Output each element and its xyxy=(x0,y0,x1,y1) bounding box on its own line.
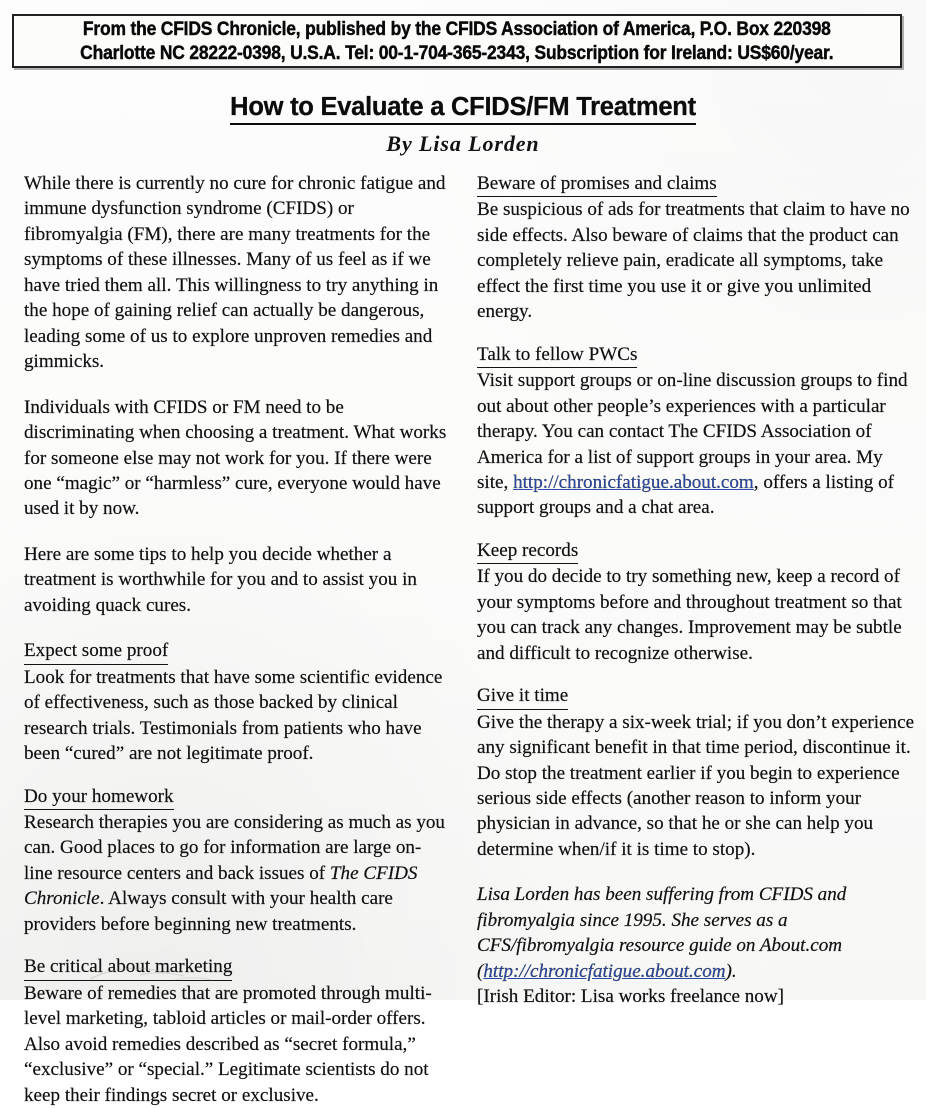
intro-paragraph-3: Here are some tips to help you decide whether a treatment is worthwhile for you and to assist you in avoiding quack cures. xyxy=(24,543,417,616)
section-do-your-homework xyxy=(24,784,448,938)
section-heading: Keep records xyxy=(477,538,578,564)
section-body-text-after-italic: . Always consult with your health care providers before beginning new treatments. xyxy=(24,888,393,935)
intro-paragraph-1: While there is currently no cure for chronic fatigue and immune dysfunction syndrome (CFIDS) or fibromyalgia (FM), there are many treatments for the symptoms of these illnesses. Many of us feel as if we have tried them all. This willingness to try anything in the hope of gaining relief can actually be dangerous, leading some of us to explore unproven remedies and gimmicks. xyxy=(24,173,446,373)
section-give-it-time xyxy=(477,683,915,862)
section-body xyxy=(24,810,448,937)
author-byline: By Lisa Lorden xyxy=(386,131,540,156)
section-heading: Beware of promises and claims xyxy=(477,171,717,197)
intro-paragraph-2: Individuals with CFIDS or FM need to be discriminating when choosing a treatment. What works for someone else may not work for you. If there were one “magic” or “harmless” cure, everyone would have used it by now. xyxy=(24,396,447,520)
section-body: Look for treatments that have some scientific evidence of effectiveness, such as those backed by clinical research trials. Testimonials from patients who have been “cured” are not legitimate proof. xyxy=(24,666,443,765)
masthead-source-box xyxy=(12,14,902,68)
section-talk-to-fellow-pwcs xyxy=(477,342,915,521)
section-heading: Talk to fellow PWCs xyxy=(477,342,637,368)
masthead-line-1: From the CFIDS Chronicle, published by the CFIDS Association of America, P.O. Box 220398 xyxy=(83,18,831,40)
section-be-critical-about-marketing xyxy=(24,954,448,1108)
editor-note: [Irish Editor: Lisa works freelance now] xyxy=(477,986,784,1008)
page-title: How to Evaluate a CFIDS/FM Treatment xyxy=(230,92,696,125)
section-beware-of-promises-and-claims xyxy=(477,171,915,325)
author-bio-link[interactable]: http://chronicfatigue.about.com xyxy=(483,960,726,982)
section-body: Beware of remedies that are promoted through multi-level marketing, tabloid articles or mail-order offers. Also avoid remedies described as “secret formula,” “exclusive” or “special.” Legitimate scientists do not keep their findings secret or exclusive. xyxy=(24,982,432,1106)
author-bio xyxy=(477,882,915,984)
section-body-text-before-link: Visit support groups or on-line discussion groups to find out about other people’s experiences with a particular therapy. You can contact The CFIDS Association of America for a list of support groups in your area. My site, xyxy=(477,370,908,493)
chronicfatigue-about-com-link[interactable]: http://chronicfatigue.about.com xyxy=(513,471,754,493)
section-body: Give the therapy a six-week trial; if you don’t experience any significant benefit in that time period, discontinue it. Do stop the treatment earlier if you begin to experience serious side effects (another reason to inform your physician in advance, so that he or she can help you determine when/if it is time to stop). xyxy=(477,711,915,860)
author-bio-text-end: ). xyxy=(725,960,737,982)
section-heading: Do your homework xyxy=(24,784,174,810)
section-body-text-before-italic: Research therapies you are considering as much as you can. Good places to go for information are large on-line resource centers and back issues of xyxy=(24,811,445,884)
masthead-line-2: Charlotte NC 28222-0398, U.S.A. Tel: 00-1-704-365-2343, Subscription for Ireland: US$60/year. xyxy=(80,42,834,64)
section-body-text-after-link: , offers a listing of support groups and a chat area. xyxy=(477,471,894,519)
left-column xyxy=(24,171,448,1108)
section-heading: Be critical about marketing xyxy=(24,954,232,980)
section-heading: Expect some proof xyxy=(24,638,168,664)
section-expect-some-proof xyxy=(24,638,448,766)
section-heading: Give it time xyxy=(477,683,568,709)
author-bio-text: Lisa Lorden has been suffering from CFIDS and fibromyalgia since 1995. She serves as a CFS/fibromyalgia resource guide on About.com ( xyxy=(477,884,847,982)
article-body xyxy=(0,171,926,1106)
section-body xyxy=(477,368,915,521)
publication-title-italic: The CFIDS Chronicle xyxy=(24,862,418,910)
section-keep-records xyxy=(477,538,915,666)
right-column xyxy=(477,171,915,1010)
title-block xyxy=(0,92,926,157)
section-body: If you do decide to try something new, keep a record of your symptoms before and throughout treatment so that you can track any changes. Improvement may be subtle and difficult to recognize otherwise. xyxy=(477,566,902,664)
section-body: Be suspicious of ads for treatments that claim to have no side effects. Also beware of claims that the product can completely relieve pain, eradicate all symptoms, take effect the first time you use it or give you unlimited energy. xyxy=(477,199,910,323)
